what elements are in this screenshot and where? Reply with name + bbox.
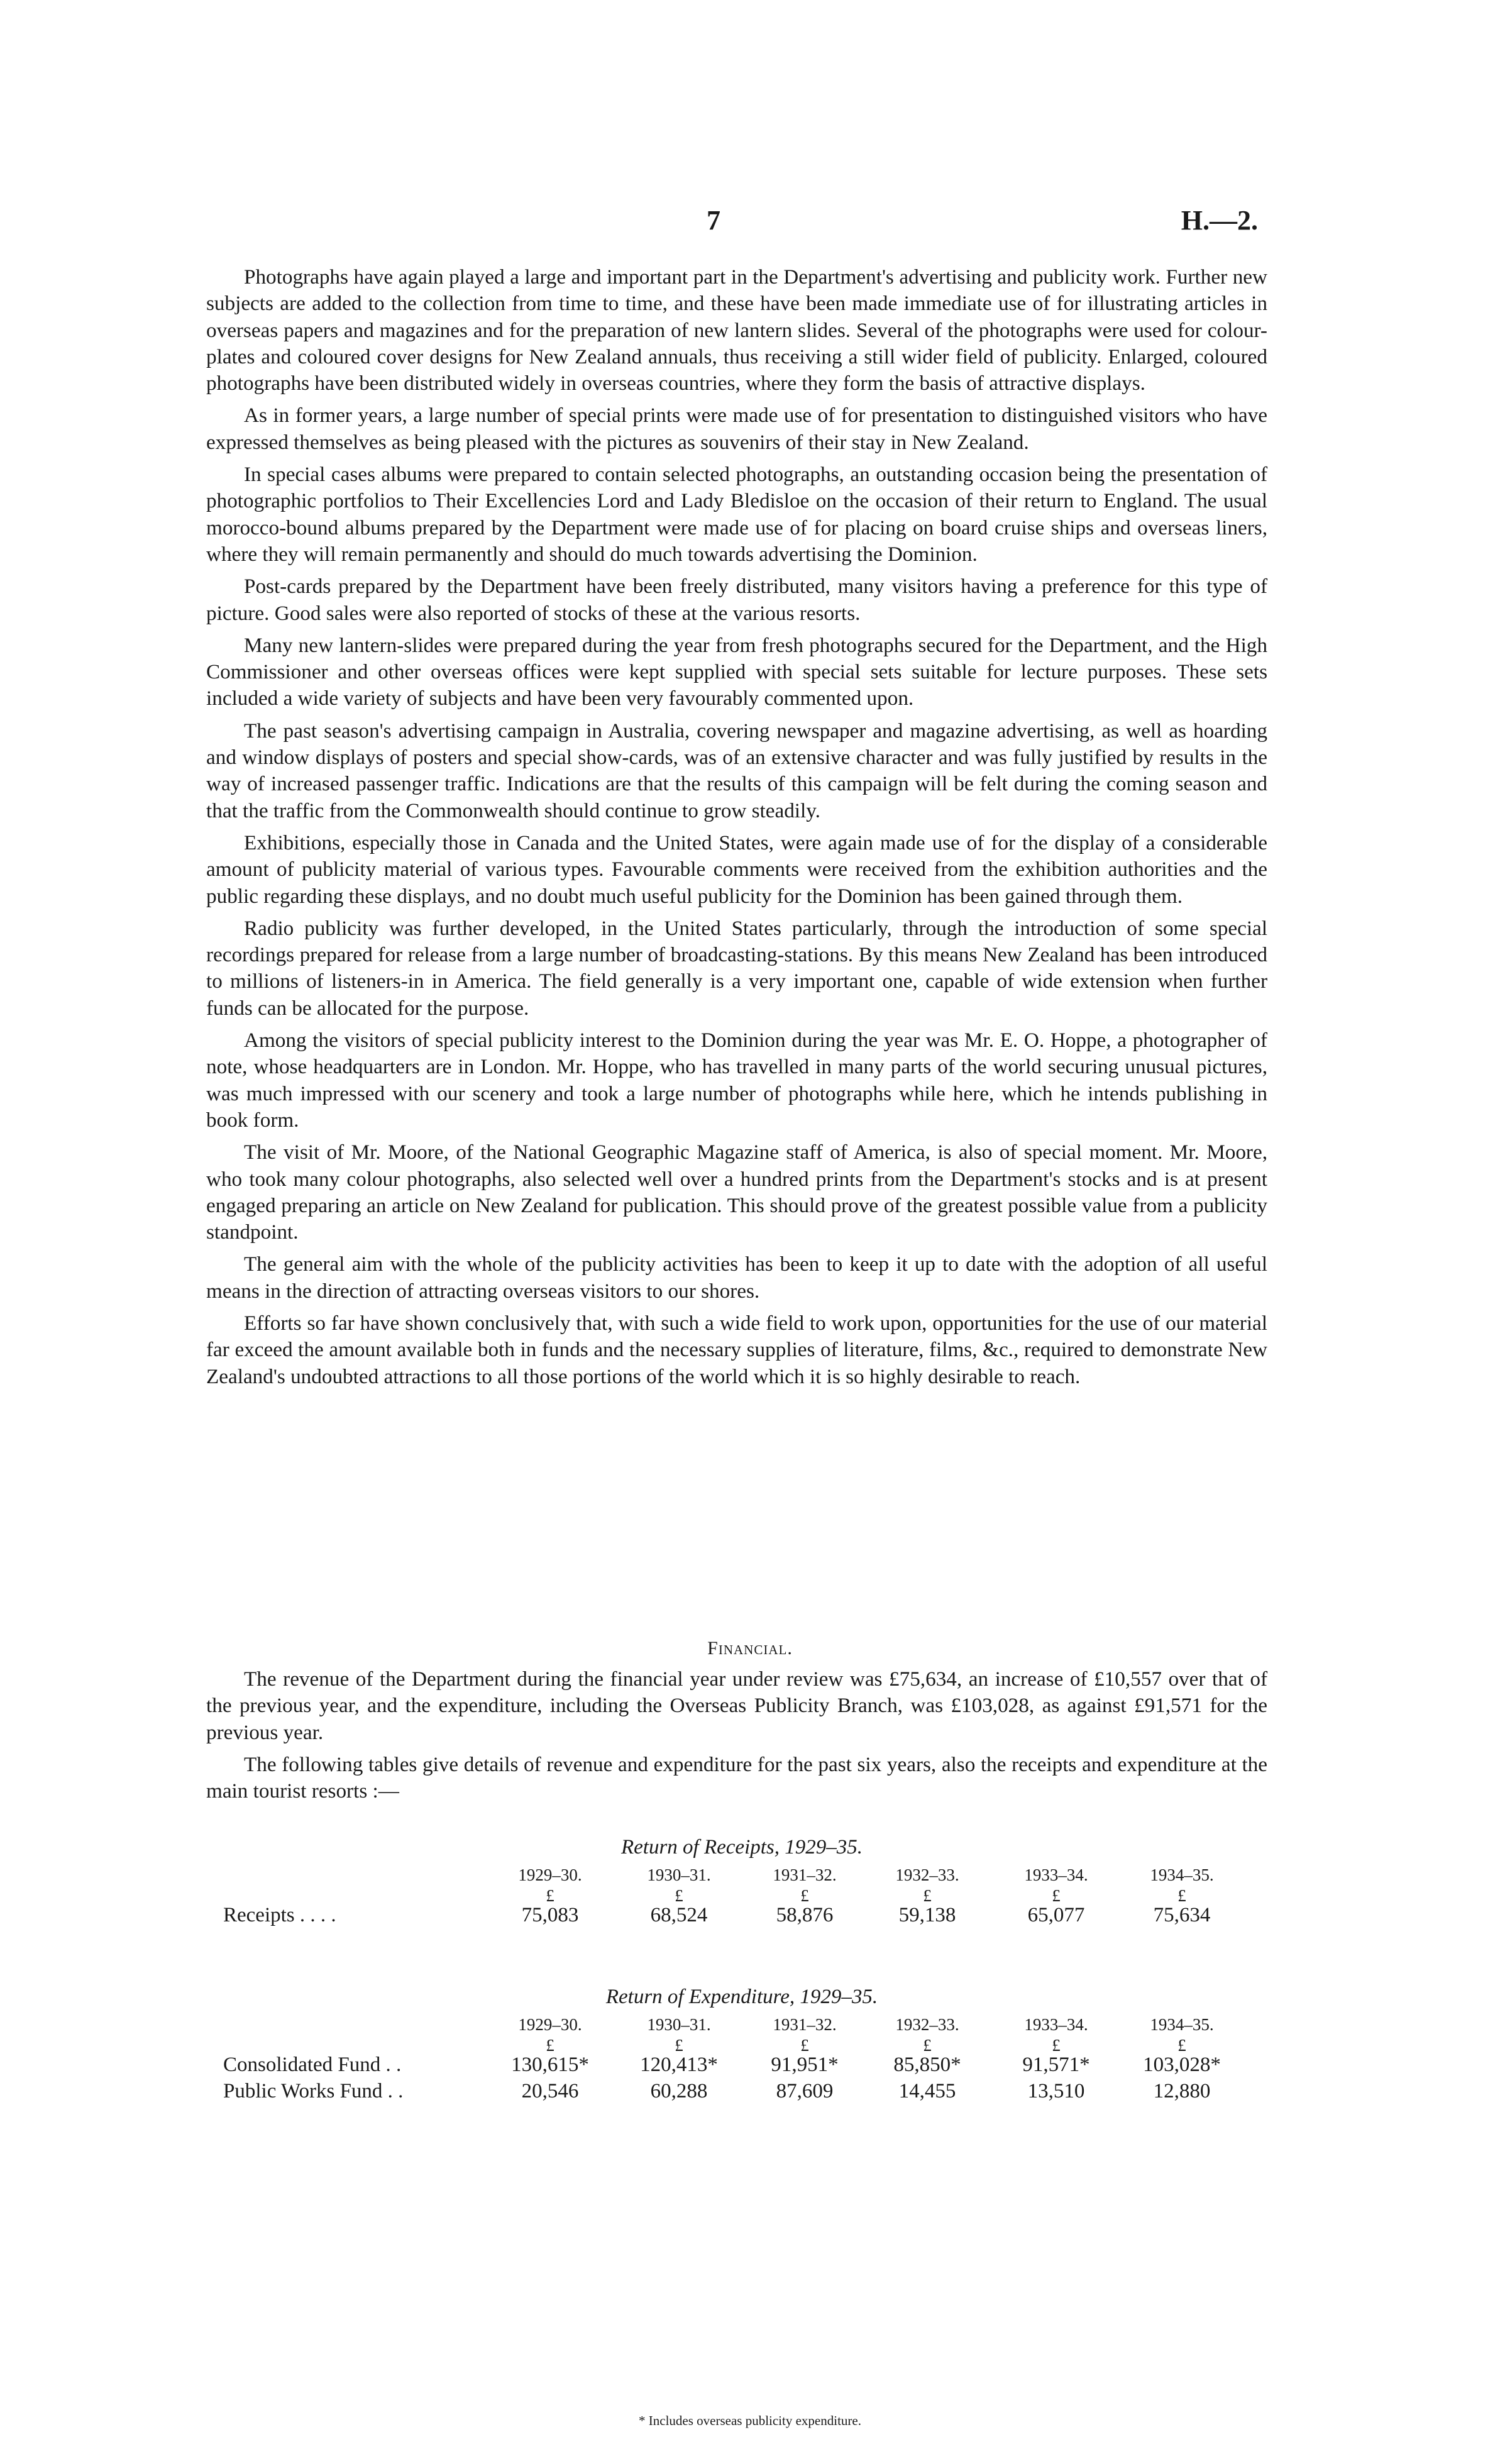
table-cell: 120,413* <box>640 2053 718 2076</box>
financial-heading: Financial. <box>707 1638 793 1659</box>
unit-symbol: £ <box>675 1886 683 1905</box>
unit-symbol: £ <box>800 1886 809 1905</box>
unit-symbol: £ <box>675 2036 683 2055</box>
receipts-table-title: Return of Receipts, 1929–35. <box>620 1836 863 1859</box>
table-cell: 59,138 <box>898 1904 956 1926</box>
unit-symbol: £ <box>923 1886 932 1905</box>
year-header: 1929–30. <box>518 1865 582 1884</box>
paragraph: Exhibitions, especially those in Canada and the United States, were again made use of for the display of a considerable amount of publicity material of various types. Favourable comments were received from the exhibition authorities and the public regarding these displays, and no doubt much useful publicity for the Dominion has been gained through them. <box>206 831 1267 908</box>
unit-symbol: £ <box>1052 1886 1061 1905</box>
unit-symbol: £ <box>923 2036 932 2055</box>
row-label: Public Works Fund . . <box>223 2080 404 2102</box>
table-cell: 75,634 <box>1153 1904 1211 1926</box>
year-header: 1930–31. <box>647 2015 711 2034</box>
table-cell: 91,951* <box>771 2053 839 2076</box>
paragraph: As in former years, a large number of special prints were made use of for presentation to distinguished visitors who have expressed themselves as being pleased with the pictures as souvenirs of their stay in New Zealand. <box>206 404 1267 454</box>
unit-symbol: £ <box>546 1886 554 1905</box>
table-cell: 75,083 <box>521 1904 579 1926</box>
year-header: 1934–35. <box>1150 1865 1214 1884</box>
publicity-section <box>206 264 1267 1396</box>
unit-symbol: £ <box>1177 2036 1186 2055</box>
year-header: 1932–33. <box>895 2015 959 2034</box>
year-header: 1932–33. <box>895 1865 959 1884</box>
table-cell: 68,524 <box>650 1904 708 1926</box>
table-cell: 58,876 <box>776 1904 834 1926</box>
table-cell: 103,028* <box>1143 2053 1221 2076</box>
expenditure-footnote: * Includes overseas publicity expenditure. <box>639 2413 861 2428</box>
table-cell: 12,880 <box>1153 2080 1211 2102</box>
paragraph: The visit of Mr. Moore, of the National Geographic Magazine staff of America, is also of special moment. Mr. Moore, who took many colour photographs, also selected well over a hundred prints from the Department's stocks and is at present engaged preparing an article on New Zealand for publication. This should prove of the greatest possible value from a publicity standpoint. <box>206 1141 1267 1244</box>
paragraph: Many new lantern-slides were prepared during the year from fresh photographs secured for the Department, and the High Commissioner and other overseas offices were kept supplied with special sets suitable for lecture purposes. These sets included a wide variety of subjects and have been very favourably commented upon. <box>206 633 1267 710</box>
paragraph: Among the visitors of special publicity interest to the Dominion during the year was Mr. E. O. Hoppe, a photographer of note, whose headquarters are in London. Mr. Hoppe, who has travelled in many parts of the world securing unusual pictures, was much impressed with our scenery and took a large number of photographs while here, which he intends publishing in book form. <box>206 1029 1267 1132</box>
paragraph: Photographs have again played a large and important part in the Department's advertising and publicity work. Further new subjects are added to the collection from time to time, and these have been made immediate use of for illustrating articles in overseas papers and magazines and for the preparation of new lantern slides. Several of the photographs were used for colour-plates and coloured cover designs for New Zealand annuals, thus receiving a still wider field of publicity. Enlarged, coloured photographs have been distributed widely in overseas countries, where they form the basis of attractive displays. <box>206 265 1267 395</box>
table-cell: 13,510 <box>1027 2080 1085 2102</box>
paragraph: The general aim with the whole of the publicity activities has been to keep it up to date with the adoption of all useful means in the direction of attracting overseas visitors to our shores. <box>206 1252 1267 1303</box>
year-header: 1933–34. <box>1024 2015 1088 2034</box>
paragraph: The past season's advertising campaign in Australia, covering newspaper and magazine advertising, as well as hoarding and window displays of posters and special show-cards, was of an extensive character and was fully justified by results in the way of increased passenger traffic. Indications are that the results of this campaign will be felt during the coming season and that the traffic from the Commonwealth should continue to grow steadily. <box>206 719 1267 822</box>
unit-symbol: £ <box>1052 2036 1061 2055</box>
paragraph: Post-cards prepared by the Department have been freely distributed, many visitors having a preference for this type of picture. Good sales were also reported of stocks of these at the various resorts. <box>206 575 1267 625</box>
unit-symbol: £ <box>1177 1886 1186 1905</box>
table-cell: 87,609 <box>776 2080 834 2102</box>
year-header: 1930–31. <box>647 1865 711 1884</box>
row-label: Consolidated Fund . . <box>223 2053 402 2076</box>
year-header: 1934–35. <box>1150 2015 1214 2034</box>
table-cell: 20,546 <box>521 2080 579 2102</box>
paragraph: The following tables give details of revenue and expenditure for the past six years, also the receipts and expenditure at the main tourist resorts :— <box>206 1752 1267 1803</box>
paragraph: In special cases albums were prepared to contain selected photographs, an outstanding occasion being the presentation of photographic portfolios to Their Excellencies Lord and Lady Bledisloe on the occasion of their return to England. The usual morocco-bound albums prepared by the Department were made use of for placing on board cruise ships and overseas liners, where they will remain permanently and should do much towards advertising the Dominion. <box>206 463 1267 566</box>
page-number: 7 <box>707 205 720 236</box>
table-cell: 65,077 <box>1027 1904 1085 1926</box>
table-cell: 60,288 <box>650 2080 708 2102</box>
year-header: 1929–30. <box>518 2015 582 2034</box>
table-cell: 85,850* <box>893 2053 961 2076</box>
paragraph: The revenue of the Department during the financial year under review was £75,634, an increase of £10,557 over that of the previous year, and the expenditure, including the Overseas Publicity Branch, was £103,028, as against £91,571 for the previous year. <box>206 1667 1267 1744</box>
year-header: 1931–32. <box>773 1865 837 1884</box>
expenditure-table-title: Return of Expenditure, 1929–35. <box>605 1986 878 2008</box>
series-code: H.—2. <box>1181 205 1258 236</box>
year-header: 1931–32. <box>773 2015 837 2034</box>
paragraph: Radio publicity was further developed, in the United States particularly, through the introduction of some special recordings prepared for release from a large number of broadcasting-stations. By this means New Zealand has been introduced to millions of listeners-in in America. The field generally is a very important one, capable of wide extension when further funds can be allocated for the purpose. <box>206 916 1267 1020</box>
paragraph: Efforts so far have shown conclusively that, with such a wide field to work upon, opportunities for the use of our material far exceed the amount available both in funds and the necessary supplies of literature, films, &c., required to demonstrate New Zealand's undoubted attractions to all those portions of the world which it is so highly desirable to reach. <box>206 1311 1267 1388</box>
row-label: Receipts . . . . <box>223 1904 336 1926</box>
table-cell: 14,455 <box>898 2080 956 2102</box>
financial-section <box>206 1666 1267 1810</box>
table-cell: 91,571* <box>1022 2053 1090 2076</box>
unit-symbol: £ <box>546 2036 554 2055</box>
year-header: 1933–34. <box>1024 1865 1088 1884</box>
unit-symbol: £ <box>800 2036 809 2055</box>
table-cell: 130,615* <box>511 2053 589 2076</box>
